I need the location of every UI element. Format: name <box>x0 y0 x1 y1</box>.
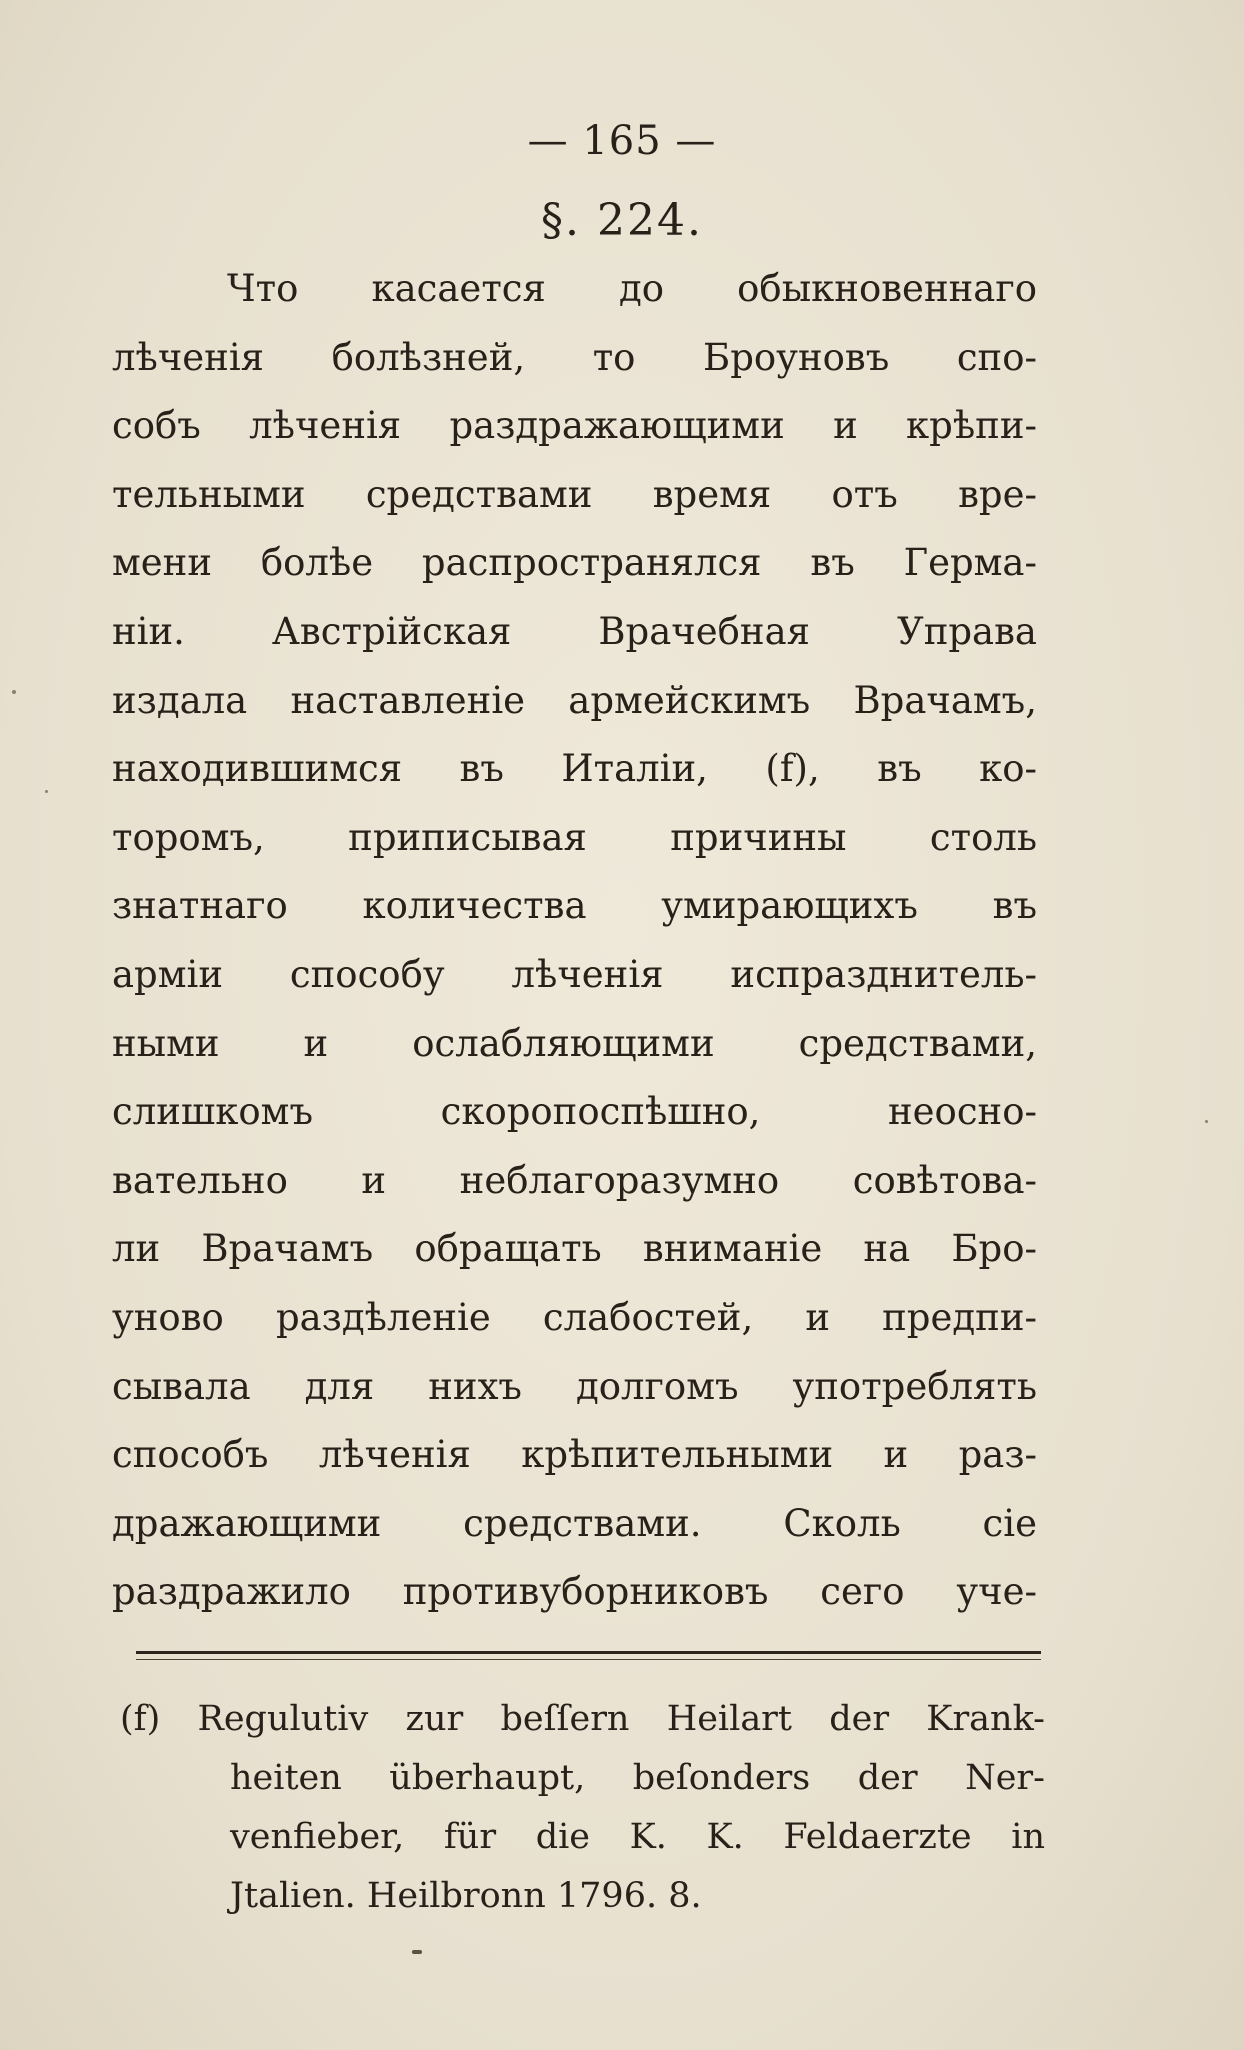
page-number: — 165 — <box>527 118 717 164</box>
text-line: находившимся въ Италіи, (f), въ ко- <box>112 747 1037 791</box>
text-line: собъ лѣченія раздражающими и крѣпи- <box>112 404 1037 448</box>
footnote-divider-thin <box>136 1659 1041 1660</box>
text-line: Что касается до обыкновеннаго <box>227 267 1037 310</box>
text-line: лѣченія болѣзней, то Броуновъ спо- <box>112 335 1037 379</box>
text-line: знатнаго количества умирающихъ въ <box>112 884 1037 928</box>
footnote-line: venfieber, für die K. K. Feldaerzte in <box>230 1817 1045 1857</box>
footnote <box>120 1690 1045 1926</box>
footnote-line: (f) Regulutiv zur beſſern Heilart der Krank- <box>120 1699 1045 1739</box>
paper-speck <box>45 790 48 793</box>
text-line: слишкомъ скоропоспѣшно, неосно- <box>112 1090 1037 1134</box>
paper-speck <box>1205 1120 1208 1123</box>
section-heading: §. 224. <box>541 195 703 246</box>
footnote-line: heiten überhaupt, beſonders der Ner- <box>230 1758 1045 1798</box>
text-line: мени болѣе распространялся въ Герма- <box>112 541 1037 585</box>
text-line: ніи. Австрійская Врачебная Управа <box>112 609 1037 653</box>
text-line: арміи способу лѣченія испразднитель- <box>112 952 1037 996</box>
text-line: сывала для нихъ долгомъ употреблять <box>112 1364 1037 1408</box>
text-line: торомъ, приписывая причины столь <box>112 815 1037 859</box>
text-line: дражающими средствами. Сколь сіе <box>112 1501 1037 1545</box>
ink-mark <box>412 1950 422 1954</box>
text-line: уново раздѣленіе слабостей, и предпи- <box>112 1295 1037 1339</box>
text-line: вательно и неблагоразумно совѣтова- <box>112 1158 1037 1202</box>
text-line: способъ лѣченія крѣпительными и раз- <box>112 1433 1037 1477</box>
paper-speck <box>12 690 16 694</box>
text-line: ными и ослабляющими средствами, <box>112 1021 1037 1065</box>
text-line: издала наставленіе армейскимъ Врачамъ, <box>112 678 1037 722</box>
text-line: ли Врачамъ обращать вниманіе на Бро- <box>112 1227 1037 1271</box>
footnote-line: Jtalien. Heilbronn 1796. 8. <box>230 1876 702 1916</box>
body-text <box>112 255 1037 1627</box>
text-line: тельными средствами время отъ вре- <box>112 472 1037 516</box>
text-line: раздражило противуборниковъ сего уче- <box>112 1570 1037 1614</box>
footnote-divider <box>136 1651 1041 1654</box>
